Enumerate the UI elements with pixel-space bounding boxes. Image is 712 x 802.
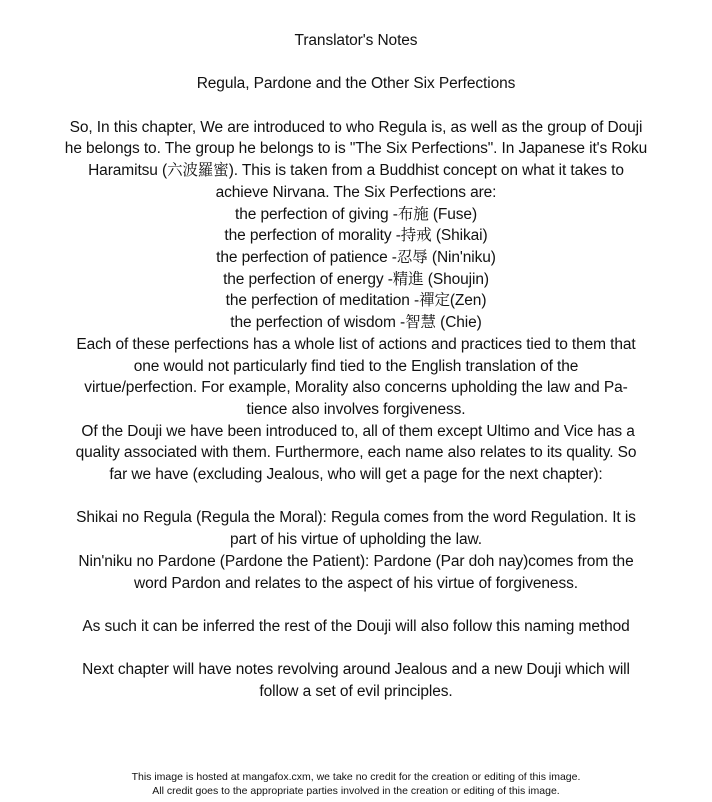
notes-subheading: Regula, Pardone and the Other Six Perfections <box>196 75 516 93</box>
intro-line: Haramitsu (六波羅蜜). This is taken from a Buddhist concept on what it takes to <box>88 162 624 180</box>
intro-line: achieve Nirvana. The Six Perfections are: <box>215 183 497 201</box>
notes-body <box>40 30 672 703</box>
paragraph-line: tience also involves forgiveness. <box>246 400 466 418</box>
paragraph-line: one would not particularly find tied to the English translation of the <box>133 357 579 375</box>
footer-line: This image is hosted at mangafox.cxm, we take no credit for the creation or editing of this image. <box>131 771 581 783</box>
hosting-footer <box>0 770 712 798</box>
spacer <box>40 52 672 74</box>
paragraph-line: quality associated with them. Furthermore, each name also relates to its quality. So <box>75 444 637 462</box>
notes-heading: Translator's Notes <box>294 32 418 49</box>
perfection-item-giving: the perfection of giving -布施 (Fuse) <box>234 205 478 223</box>
footer-line: All credit goes to the appropriate parties involved in the creation or editing of this image. <box>152 785 560 797</box>
regula-note-line: part of his virtue of upholding the law. <box>230 531 482 549</box>
perfection-item-morality: the perfection of morality -持戒 (Shikai) <box>224 227 488 245</box>
paragraph-line: Of the Douji we have been introduced to, all of them except Ultimo and Vice has a <box>77 422 635 440</box>
paragraph-line: virtue/perfection. For example, Morality also concerns upholding the law and Pa- <box>84 379 628 397</box>
perfection-item-energy: the perfection of energy -精進 (Shoujin) <box>223 270 489 288</box>
perfection-item-patience: the perfection of patience -忍辱 (Nin'niku) <box>216 249 496 266</box>
spacer <box>40 594 672 616</box>
intro-line: So, In this chapter, We are introduced to who Regula is, as well as the group of Douji <box>69 118 643 136</box>
spacer <box>40 486 672 508</box>
pardone-note-line: Nin'niku no Pardone (Pardone the Patient): Pardone (Par doh nay)comes from the <box>78 552 634 570</box>
intro-line: he belongs to. The group he belongs to is "The Six Perfections". In Japanese it's Roku <box>64 140 648 158</box>
pardone-note-line: word Pardon and relates to the aspect of his virtue of forgiveness. <box>134 574 578 592</box>
spacer <box>40 95 672 117</box>
regula-note-line: Shikai no Regula (Regula the Moral): Regula comes from the word Regulation. It is <box>76 509 636 527</box>
next-chapter-line: follow a set of evil principles. <box>259 683 453 701</box>
paragraph-line: far we have (excluding Jealous, who will get a page for the next chapter): <box>109 466 603 484</box>
naming-note: As such it can be inferred the rest of the Douji will also follow this naming method <box>82 617 630 635</box>
paragraph-line: Each of these perfections has a whole list of actions and practices tied to them that <box>76 335 636 353</box>
perfection-item-meditation: the perfection of meditation -禪定(Zen) <box>225 292 487 310</box>
next-chapter-line: Next chapter will have notes revolving around Jealous and a new Douji which will <box>82 661 630 679</box>
perfection-item-wisdom: the perfection of wisdom -智慧 (Chie) <box>230 314 482 332</box>
spacer <box>40 638 672 660</box>
